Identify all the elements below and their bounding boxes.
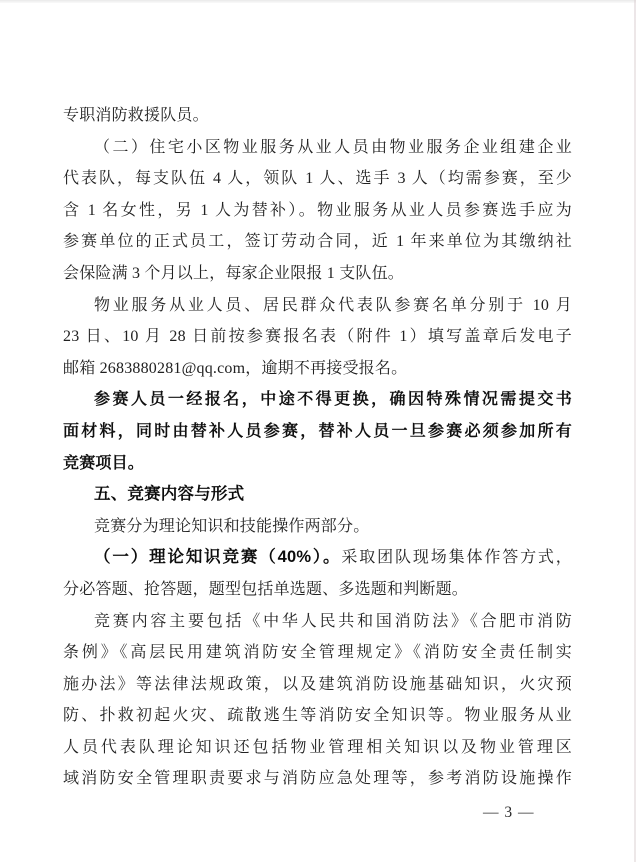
- body-text: （二）住宅小区物业服务从业人员由物业服务企业组建企业: [94, 138, 572, 156]
- body-text: 23 日、10 月 28 日前按参赛报名表（附件 1）填写盖章后发电子: [63, 328, 572, 346]
- body-text: 分必答题、抢答题，题型包括单选题、多选题和判断题。: [63, 580, 469, 598]
- text-line: [63, 511, 572, 543]
- body-text: 竞赛分为理论知识和技能操作两部分。: [94, 517, 370, 535]
- scan-top-edge: [0, 0, 636, 3]
- text-line: [63, 416, 572, 448]
- page-number: — 3 —: [483, 804, 535, 821]
- text-line: [63, 100, 572, 132]
- text-line: [63, 195, 572, 227]
- body-text: 采取团队现场集体作答方式，: [341, 549, 572, 567]
- body-text: 物业服务从业人员、居民群众代表队参赛名单分别于 10 月: [94, 296, 572, 314]
- text-line: [63, 258, 572, 290]
- text-line: [63, 700, 572, 732]
- emphasized-text: 五、竞赛内容与形式: [94, 485, 245, 504]
- text-line: [63, 226, 572, 258]
- body-text: 防、扑救初起火灾、疏散逃生等消防安全知识等。物业服务从业: [63, 707, 572, 725]
- body-text: 专职消防救援队员。: [63, 107, 209, 124]
- text-line: [63, 732, 572, 764]
- text-line: [63, 606, 572, 638]
- body-text: 含 1 名女性，另 1 人为替补）。物业服务从业人员参赛选手应为: [63, 201, 572, 219]
- document-body: [63, 100, 572, 795]
- body-text: 参赛单位的正式员工，签订劳动合同，近 1 年来单位为其缴纳社: [63, 233, 572, 251]
- body-text: 代表队，每支队伍 4 人，领队 1 人、选手 3 人（均需参赛，至少: [63, 170, 572, 188]
- emphasized-text: （一）理论知识竞赛（40%）。: [94, 548, 342, 567]
- body-text: 施办法》等法律法规政策，以及建筑消防设施基础知识，火灾预: [63, 675, 572, 693]
- body-text: 人员代表队理论知识还包括物业管理相关知识以及物业管理区: [63, 738, 572, 756]
- body-text: 邮箱 2683880281@qq.com，逾期不再接受报名。: [63, 359, 408, 377]
- emphasized-text: 参赛人员一经报名，中途不得更换，确因特殊情况需提交书: [94, 391, 572, 409]
- body-text: 竞赛内容主要包括《中华人民共和国消防法》《合肥市消防: [94, 612, 572, 630]
- text-line: [63, 542, 572, 574]
- emphasized-text: 面材料，同时由替补人员参赛，替补人员一旦参赛必须参加所有: [63, 422, 572, 440]
- text-line: [63, 448, 572, 480]
- text-line: [63, 479, 572, 511]
- emphasized-text: 竞赛项目。: [63, 454, 145, 472]
- text-line: [63, 384, 572, 416]
- body-text: 域消防安全管理职责要求与消防应急处理等，参考消防设施操作: [63, 770, 572, 788]
- text-line: [63, 574, 572, 606]
- text-line: [63, 163, 572, 195]
- body-text: 会保险满 3 个月以上，每家企业限报 1 支队伍。: [63, 264, 405, 282]
- text-line: [63, 353, 572, 385]
- text-line: [63, 132, 572, 164]
- text-line: [63, 321, 572, 353]
- body-text: 条例》《高层民用建筑消防安全管理规定》《消防安全责任制实: [63, 644, 572, 662]
- text-line: [63, 763, 572, 795]
- text-line: [63, 637, 572, 669]
- text-line: [63, 669, 572, 701]
- text-line: [63, 290, 572, 322]
